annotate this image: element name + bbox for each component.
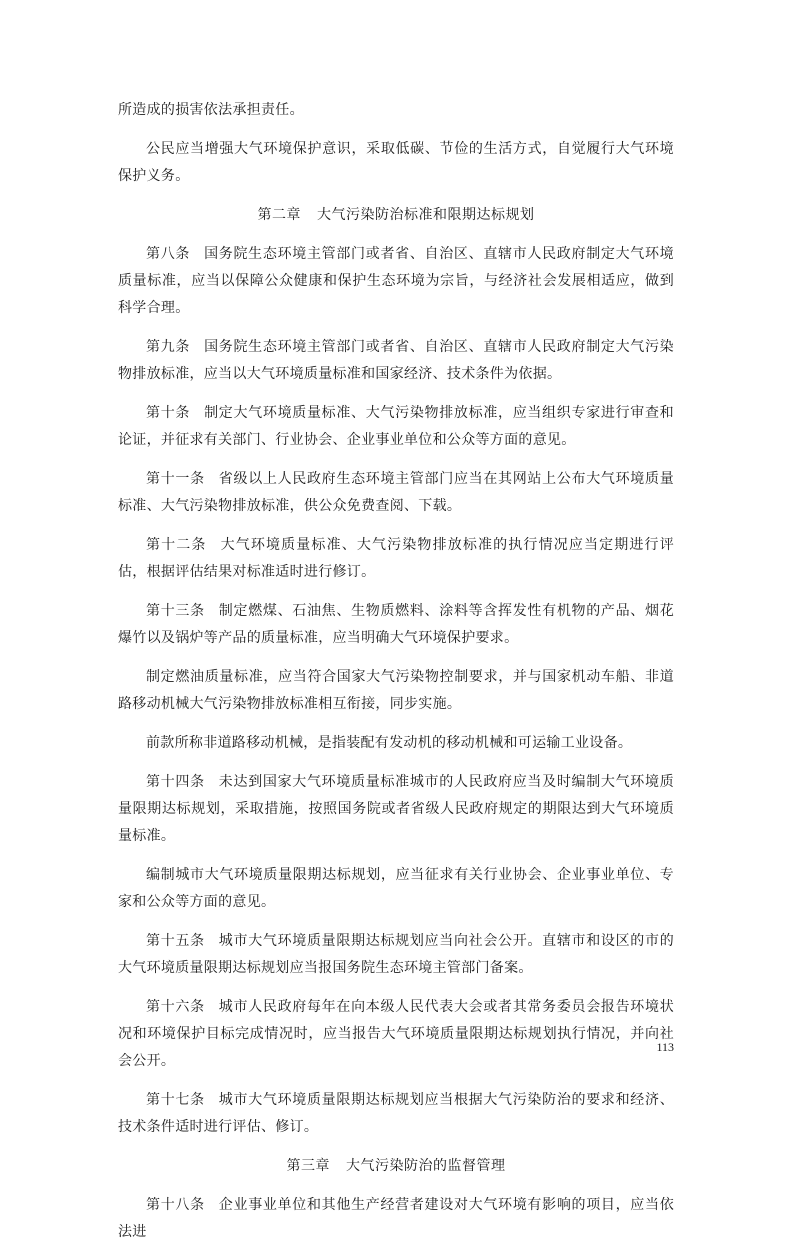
article-text: 大气环境质量标准、大气污染物排放标准的执行情况应当定期进行评估，根据评估结果对标准适时进行修订。 xyxy=(118,537,675,580)
article-text: 未达到国家大气环境质量标准城市的人民政府应当及时编制大气环境质量限期达标规划，采取措施，按照国务院或者省级人民政府规定的期限达到大气环境质量标准。 xyxy=(118,774,674,844)
paragraph: 编制城市大气环境质量限期达标规划，应当征求有关行业协会、企业事业单位、专家和公众等方面的意见。 xyxy=(118,867,674,910)
chapter-heading xyxy=(118,202,674,229)
article-paragraph xyxy=(118,598,674,652)
article-paragraph xyxy=(118,769,674,850)
article-text: 制定大气环境质量标准、大气污染物排放标准，应当组织专家进行审查和论证，并征求有关部门、行业协会、企业事业单位和公众等方面的意见。 xyxy=(118,405,674,448)
article-number: 第十条 xyxy=(146,405,191,421)
article-paragraph xyxy=(118,241,674,322)
article-text: 城市人民政府每年在向本级人民代表大会或者其常务委员会报告环境状况和环境保护目标完成情况时，应当报告大气环境质量限期达标规划执行情况，并向社会公开。 xyxy=(118,999,674,1069)
article-number: 第九条 xyxy=(146,339,191,355)
page-body xyxy=(118,97,674,1258)
paragraph-continuation: 所造成的损害依法承担责任。 xyxy=(118,102,304,118)
article-text: 制定燃煤、石油焦、生物质燃料、涂料等含挥发性有机物的产品、烟花爆竹以及锅炉等产品的质量标准，应当明确大气环境保护要求。 xyxy=(118,603,674,646)
article-number: 第十一条 xyxy=(146,471,205,487)
article-paragraph xyxy=(118,928,674,982)
chapter-title: 大气污染防治的监督管理 xyxy=(346,1158,506,1174)
article-number: 第十七条 xyxy=(146,1092,205,1108)
article-paragraph xyxy=(118,466,674,520)
article-number: 第十二条 xyxy=(146,537,207,553)
article-number: 第十五条 xyxy=(146,933,205,949)
chapter-title: 大气污染防治标准和限期达标规划 xyxy=(317,207,535,223)
article-text: 国务院生态环境主管部门或者省、自治区、直辖市人民政府制定大气环境质量标准，应当以保障公众健康和保护生态环境为宗旨，与经济社会发展相适应，做到科学合理。 xyxy=(118,246,674,316)
article-number: 第十四条 xyxy=(146,774,205,790)
paragraph: 前款所称非道路移动机械，是指装配有发动机的移动机械和可运输工业设备。 xyxy=(146,735,633,751)
article-paragraph xyxy=(118,532,674,586)
article-paragraph xyxy=(118,400,674,454)
paragraph: 制定燃油质量标准，应当符合国家大气污染物控制要求，并与国家机动车船、非道路移动机械大气污染物排放标准相互衔接，同步实施。 xyxy=(118,669,674,712)
page-number: 113 xyxy=(656,1040,674,1054)
article-paragraph xyxy=(118,1087,674,1141)
article-paragraph xyxy=(118,1192,674,1246)
chapter-heading xyxy=(118,1153,674,1180)
article-number: 第十六条 xyxy=(146,999,205,1015)
article-text: 省级以上人民政府生态环境主管部门应当在其网站上公布大气环境质量标准、大气污染物排放标准，供公众免费查阅、下载。 xyxy=(118,471,674,514)
chapter-number: 第三章 xyxy=(286,1158,330,1174)
article-text: 城市大气环境质量限期达标规划应当向社会公开。直辖市和设区的市的大气环境质量限期达标规划应当报国务院生态环境主管部门备案。 xyxy=(118,933,674,976)
paragraph: 公民应当增强大气环境保护意识，采取低碳、节俭的生活方式，自觉履行大气环境保护义务。 xyxy=(118,141,674,184)
article-text: 城市大气环境质量限期达标规划应当根据大气污染防治的要求和经济、技术条件适时进行评估、修订。 xyxy=(118,1092,674,1135)
article-number: 第十三条 xyxy=(146,603,205,619)
article-paragraph xyxy=(118,334,674,388)
chapter-number: 第二章 xyxy=(257,207,301,223)
article-text: 国务院生态环境主管部门或者省、自治区、直辖市人民政府制定大气污染物排放标准，应当以大气环境质量标准和国家经济、技术条件为依据。 xyxy=(118,339,674,382)
article-number: 第十八条 xyxy=(146,1197,205,1213)
article-number: 第八条 xyxy=(146,246,191,262)
article-text: 企业事业单位和其他生产经营者建设对大气环境有影响的项目，应当依法进 xyxy=(118,1197,674,1240)
article-paragraph xyxy=(118,994,674,1075)
